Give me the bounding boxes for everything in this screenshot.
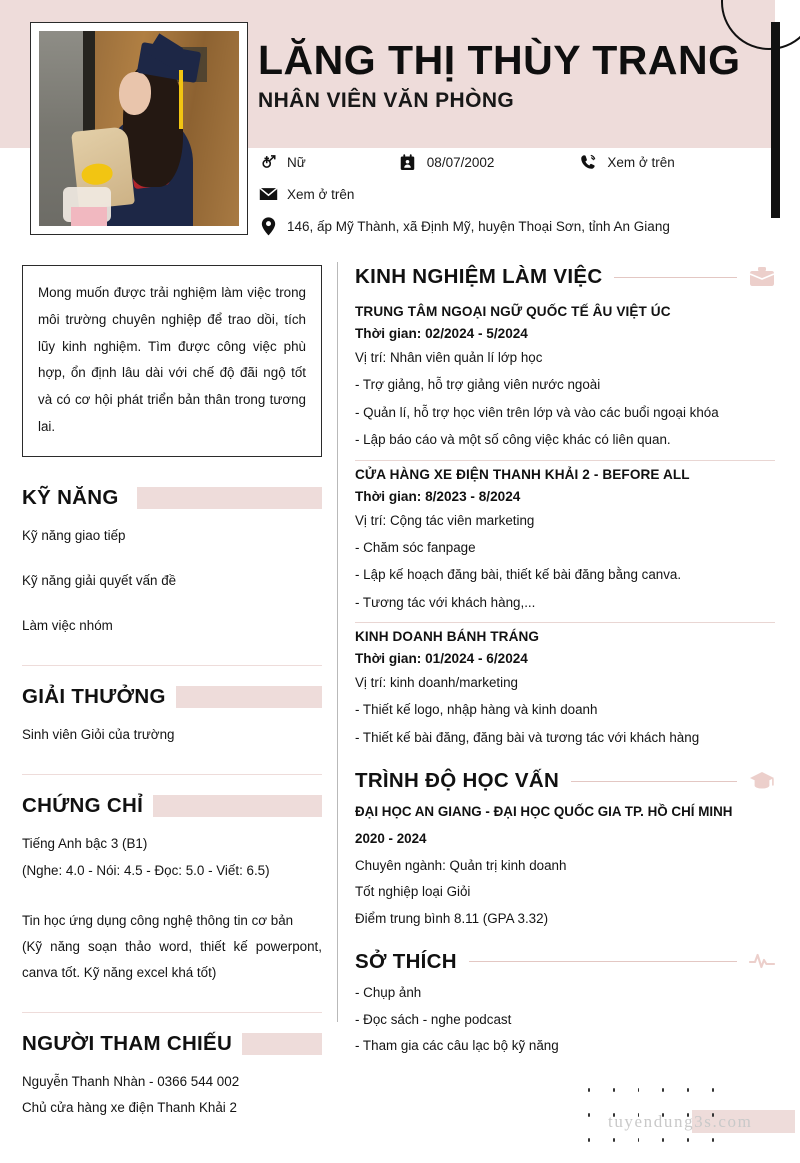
certificates-heading: CHỨNG CHỈ: [22, 791, 322, 821]
contact-email[interactable]: [258, 184, 354, 204]
section-awards: [22, 665, 322, 748]
certificate-item: (Nghe: 4.0 - Nói: 4.5 - Đọc: 5.0 - Viết: 6.5): [22, 862, 270, 878]
section-interests: [355, 950, 775, 1057]
experience-bullet: - Chăm sóc fanpage: [355, 539, 476, 555]
interests-heading: SỞ THÍCH: [355, 950, 775, 974]
skills-heading-bar: [137, 487, 322, 509]
experience-bullet: - Thiết kế bài đăng, đăng bài và tương tác với khách hàng: [355, 729, 700, 745]
education-detail: Chuyên ngành: Quản trị kinh doanh: [355, 857, 567, 873]
interest-item: - Chụp ảnh: [355, 984, 422, 1000]
contact-row-2: [258, 184, 778, 204]
summary-box: Mong muốn được trải nghiệm làm việc trong môi trường chuyên nghiệp để trao dồi, tích lũy kinh nghiệm. Tìm được công việc phù hợp, ổn định lâu dài với chế độ đãi ngộ tốt và có cơ hội phát triển bản thân trong tương lai.: [22, 265, 322, 457]
experience-period: Thời gian: 01/2024 - 6/2024: [355, 651, 528, 666]
column-divider: [337, 262, 338, 1022]
left-column: [22, 265, 322, 1121]
awards-heading: GIẢI THƯỞNG: [22, 682, 322, 712]
experience-heading: KINH NGHIỆM LÀM VIỆC: [355, 265, 775, 289]
certificate-item: (Kỹ năng soạn thảo word, thiết kế powerpont, canva tốt. Kỹ năng excel khá tốt): [22, 938, 322, 980]
profile-photo: [39, 31, 239, 226]
experience-role: Vị trí: kinh doanh/marketing: [355, 675, 519, 690]
section-skills: [22, 483, 322, 639]
reference-item: Chủ cửa hàng xe điện Thanh Khải 2: [22, 1100, 237, 1116]
education-heading: TRÌNH ĐỘ HỌC VẤN: [355, 769, 775, 793]
experience-company: TRUNG TÂM NGOẠI NGỮ QUỐC TẾ ÂU VIỆT ÚC: [355, 304, 671, 319]
briefcase-icon: [749, 266, 775, 288]
experience-bullet: - Lập kế hoạch đăng bài, thiết kế bài đăng bằng canva.: [355, 567, 682, 583]
experience-period: Thời gian: 8/2023 - 8/2024: [355, 488, 521, 504]
contact-phone[interactable]: [578, 152, 674, 172]
skill-item: Kỹ năng giải quyết vấn đề: [22, 573, 177, 589]
experience-period: Thời gian: 02/2024 - 5/2024: [355, 326, 528, 341]
skill-item: Kỹ năng giao tiếp: [22, 527, 126, 543]
experience-bullet: - Tương tác với khách hàng,...: [355, 594, 536, 610]
interest-item: - Đọc sách - nghe podcast: [355, 1011, 512, 1027]
experience-bullet: - Trợ giảng, hỗ trợ giảng viên nước ngoài: [355, 377, 601, 393]
certificate-item: Tiếng Anh bậc 3 (B1): [22, 836, 148, 852]
experience-role: Vị trí: Nhân viên quản lí lớp học: [355, 350, 543, 365]
section-references: [22, 1012, 322, 1121]
interest-item: - Tham gia các câu lạc bộ kỹ năng: [355, 1038, 559, 1054]
experience-company: CỬA HÀNG XE ĐIỆN THANH KHẢI 2 - BEFORE ALL: [355, 466, 690, 482]
experience-item: [355, 298, 775, 451]
reference-item: Nguyễn Thanh Nhàn - 0366 544 002: [22, 1074, 240, 1090]
graduation-cap-icon: [749, 770, 775, 792]
heartbeat-icon: [749, 951, 775, 973]
contact-row-3: [258, 216, 778, 236]
phone-icon: [578, 152, 598, 172]
education-detail: Tốt nghiệp loại Giỏi: [355, 884, 471, 900]
experience-role: Vị trí: Cộng tác viên marketing: [355, 512, 535, 528]
profile-photo-frame: [30, 22, 248, 235]
candidate-job-title: NHÂN VIÊN VĂN PHÒNG: [258, 89, 515, 113]
location-pin-icon: [258, 216, 278, 236]
references-rule: [22, 1012, 322, 1013]
experience-company: KINH DOANH BÁNH TRÁNG: [355, 629, 540, 644]
experience-item: [355, 460, 775, 614]
contact-phone-text: Xem ở trên: [607, 154, 675, 170]
right-column: [355, 265, 775, 1063]
site-watermark: tuyendung3s.com: [608, 1112, 753, 1131]
interests-rule: [469, 961, 737, 962]
contact-address-text: 146, ấp Mỹ Thành, xã Định Mỹ, huyện Thoại Sơn, tỉnh An Giang: [287, 218, 670, 234]
education-rule: [571, 781, 737, 782]
calendar-icon: [398, 152, 418, 172]
skill-item: Làm việc nhóm: [22, 618, 113, 634]
experience-item: [355, 622, 775, 748]
candidate-name: LĂNG THỊ THÙY TRANG: [258, 37, 741, 83]
contact-birthday-text: 08/07/2002: [426, 154, 495, 170]
skills-heading: KỸ NĂNG: [22, 483, 322, 513]
education-detail: Điểm trung bình 8.11 (GPA 3.32): [355, 911, 549, 927]
section-education: [355, 769, 775, 930]
education-school: ĐẠI HỌC AN GIANG - ĐẠI HỌC QUỐC GIA TP. HỒ CHÍ MINH: [355, 804, 733, 820]
envelope-icon: [258, 184, 278, 204]
experience-rule: [614, 277, 737, 278]
contact-gender-text: Nữ: [287, 154, 306, 170]
references-heading: NGƯỜI THAM CHIẾU: [22, 1029, 322, 1059]
certificates-rule: [22, 774, 322, 775]
experience-bullet: - Quản lí, hỗ trợ học viên trên lớp và vào các buổi ngoại khóa: [355, 404, 719, 420]
contact-email-text: Xem ở trên: [287, 186, 355, 202]
award-item: Sinh viên Giỏi của trường: [22, 727, 175, 743]
contact-birthday: [398, 152, 495, 172]
section-experience: [355, 265, 775, 748]
gender-icon: [258, 152, 278, 172]
section-certificates: [22, 774, 322, 986]
experience-bullet: - Thiết kế logo, nhập hàng và kinh doanh: [355, 702, 598, 718]
awards-rule: [22, 665, 322, 666]
contact-address: [258, 216, 670, 236]
contact-gender: [258, 152, 306, 172]
education-years: 2020 - 2024: [355, 830, 427, 846]
contact-row-1: [258, 152, 778, 172]
contact-block: [258, 152, 778, 248]
experience-bullet: - Lập báo cáo và một số công việc khác có liên quan.: [355, 432, 671, 448]
name-block: [258, 38, 758, 113]
certificates-heading-bar: [137, 795, 322, 817]
certificate-item: Tin học ứng dụng công nghệ thông tin cơ bản: [22, 912, 294, 928]
